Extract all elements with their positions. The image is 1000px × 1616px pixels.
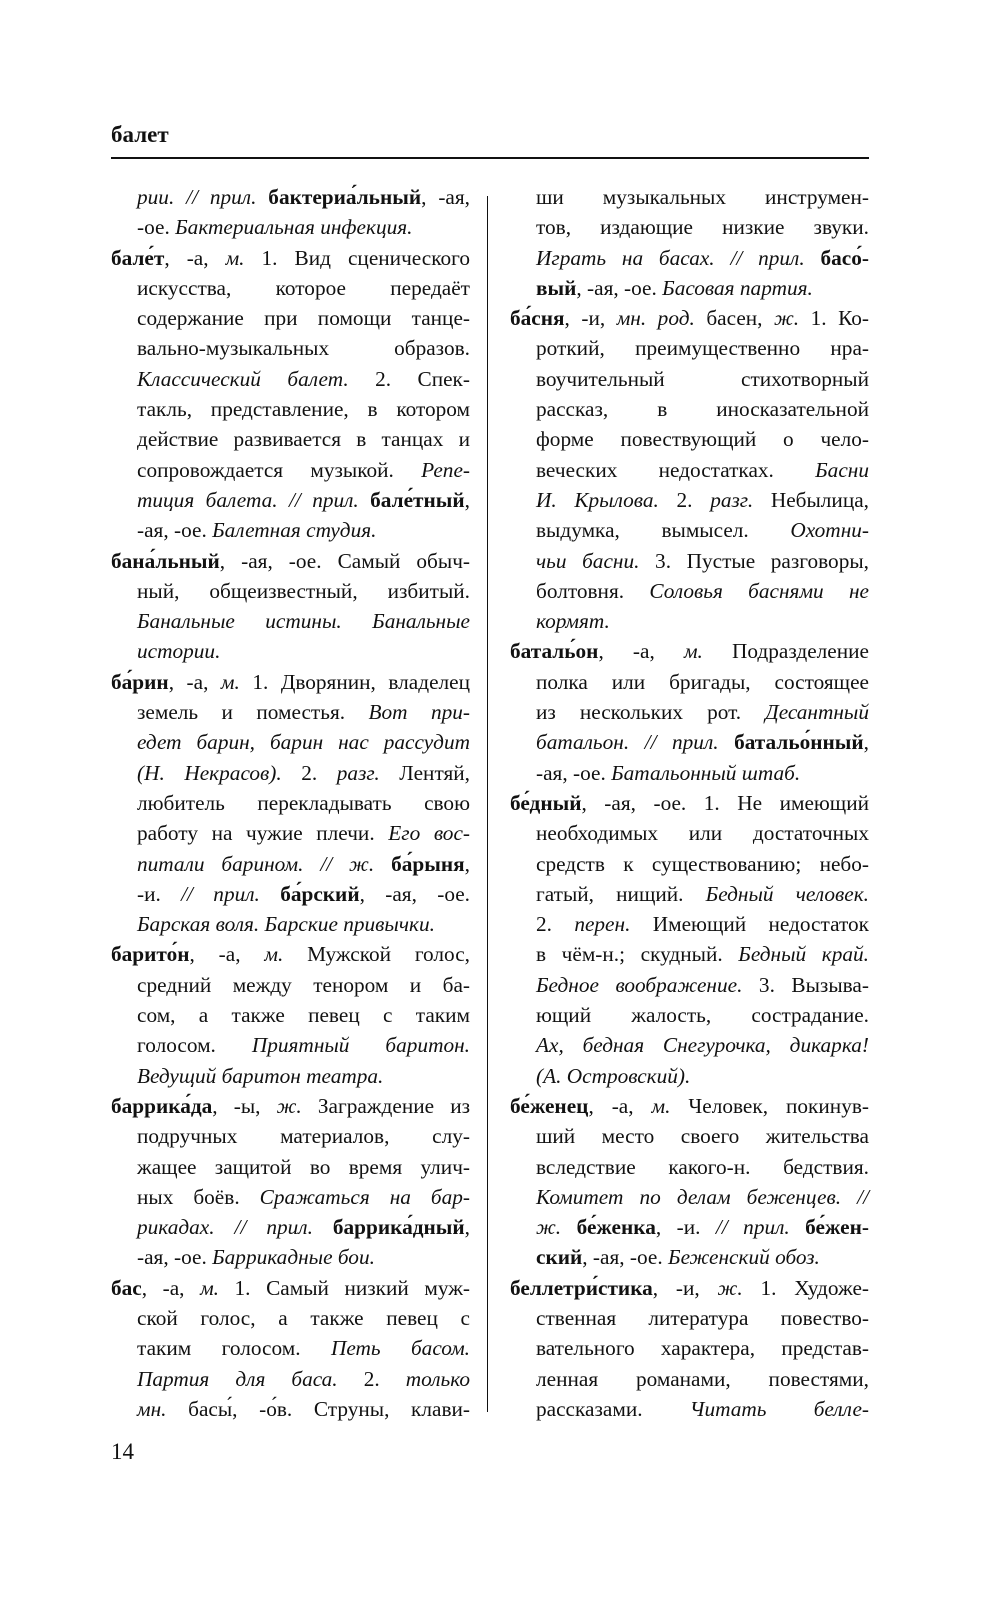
italic-text: тиция балета. // прил. xyxy=(137,487,371,512)
italic-text: Бедный человек. xyxy=(705,881,869,906)
text-line xyxy=(111,1212,470,1242)
text-run: Небылица, xyxy=(753,487,870,512)
text-run: болтовня. xyxy=(536,578,650,603)
text-run: такль, представление, в котором xyxy=(137,397,470,422)
headword: ба́рин xyxy=(111,669,169,694)
text-run: 2. xyxy=(658,487,711,512)
text-run: 3. Пустые разговоры, xyxy=(639,548,869,573)
text-run: -ая, -ое. xyxy=(536,760,612,785)
text-line xyxy=(510,394,869,424)
text-line xyxy=(111,424,470,454)
headword: баталь́он xyxy=(510,639,599,664)
text-line xyxy=(111,879,470,909)
italic-text: только xyxy=(405,1366,471,1391)
headword: беллетри́стика xyxy=(510,1275,653,1300)
italic-text: Бактериальная инфекция. xyxy=(175,215,413,240)
text-run: басы́, -о́в. Струны, клави- xyxy=(166,1396,470,1421)
italic-text: кормят. xyxy=(536,609,610,634)
italic-text: Репе- xyxy=(421,457,470,482)
text-line xyxy=(111,212,470,242)
text-run: Подразделение xyxy=(702,639,870,664)
italic-text: м. xyxy=(200,1275,219,1300)
italic-text: Соловья баснями не xyxy=(649,578,869,603)
text-line xyxy=(111,818,470,848)
running-head: балет xyxy=(111,122,169,147)
text-line xyxy=(510,879,869,909)
text-run: Мужской голос, xyxy=(283,942,471,967)
text-run: веческих недостатках. xyxy=(536,457,816,482)
text-run: ший место своего жительства xyxy=(536,1124,869,1149)
text-line xyxy=(111,1273,470,1303)
text-line xyxy=(111,697,470,727)
text-run: 3. Вызыва- xyxy=(742,972,869,997)
text-line xyxy=(111,849,470,879)
text-line xyxy=(510,1000,869,1030)
headword: бе́женец xyxy=(510,1093,589,1118)
right-column xyxy=(510,182,869,1424)
italic-text: м. xyxy=(220,669,240,694)
text-run: , xyxy=(464,487,470,512)
headword: бале́т xyxy=(111,245,165,270)
text-run: 2. xyxy=(281,760,337,785)
text-run: 1. Дворянин, владелец xyxy=(239,669,470,694)
text-line xyxy=(111,970,470,1000)
italic-text: перен. xyxy=(574,912,631,937)
text-line xyxy=(510,364,869,394)
italic-text: м. xyxy=(683,639,703,664)
text-line xyxy=(510,758,869,788)
text-line xyxy=(111,1121,470,1151)
headword: баррика́да xyxy=(111,1093,213,1118)
italic-text: ж. xyxy=(717,1275,743,1300)
text-line xyxy=(111,394,470,424)
italic-text: рии. // прил. xyxy=(137,185,269,209)
text-run: , -ая, -ое. xyxy=(576,275,663,300)
text-run: в чём-н.; скудный. xyxy=(536,942,739,967)
text-run: средний между тенором и ба- xyxy=(137,972,470,997)
text-run: , xyxy=(464,851,470,876)
text-line xyxy=(510,1394,869,1424)
text-run: голосом. xyxy=(137,1033,252,1058)
headword: ский xyxy=(536,1245,583,1270)
text-line xyxy=(510,333,869,363)
italic-text: Приятный баритон. xyxy=(251,1033,470,1058)
text-line xyxy=(510,1273,869,1303)
text-line xyxy=(510,849,869,879)
header-rule xyxy=(111,157,869,159)
italic-text: Беженский обоз. xyxy=(668,1245,820,1270)
text-run: , -ы, xyxy=(212,1093,277,1118)
text-run: искусства, которое передаёт xyxy=(137,275,470,300)
italic-text: Басовая партия. xyxy=(662,275,813,300)
text-line xyxy=(510,546,869,576)
headword: бана́льный xyxy=(111,548,220,573)
text-run: действие развивается в танцах и xyxy=(137,427,470,452)
text-line xyxy=(510,1242,869,1272)
headword: ба́рский xyxy=(280,881,360,906)
italic-text: ж. xyxy=(774,306,800,331)
text-run: , -и, xyxy=(564,306,617,331)
italic-text: Охотни- xyxy=(790,518,869,543)
text-line xyxy=(111,1364,470,1394)
text-run: роткий, преимущественно нра- xyxy=(536,336,869,361)
text-run: 1. Самый низкий муж- xyxy=(218,1275,471,1300)
text-run: Лентяй, xyxy=(379,760,470,785)
text-run: содержание при помощи танце- xyxy=(137,306,470,331)
text-line xyxy=(510,212,869,242)
text-run: -ая, -ое. xyxy=(137,518,213,543)
italic-text: Басни xyxy=(815,457,869,482)
headword: вый xyxy=(536,275,577,300)
text-run: , -а, xyxy=(141,1275,201,1300)
text-run: сом, а также певец с таким xyxy=(137,1003,470,1028)
italic-text: Банальные истины. Банальные xyxy=(137,609,470,634)
text-run: рассказами. xyxy=(536,1396,690,1421)
headword: басо́- xyxy=(820,245,869,270)
headword: баррика́дный xyxy=(332,1215,465,1240)
text-line xyxy=(111,1303,470,1333)
italic-text: Бедный край. xyxy=(738,942,870,967)
text-run: , xyxy=(464,1215,470,1240)
text-run: 1. Ко- xyxy=(799,306,870,331)
italic-text: м. xyxy=(651,1093,671,1118)
text-line xyxy=(510,667,869,697)
text-run: рассказ, в иносказательной xyxy=(536,397,869,422)
text-run: ных боёв. xyxy=(137,1184,260,1209)
text-line xyxy=(510,243,869,273)
text-line xyxy=(510,273,869,303)
italic-text: мн. род. xyxy=(616,306,695,331)
text-run: басен, xyxy=(694,306,774,331)
text-run: ющий жалость, сострадание. xyxy=(536,1003,869,1028)
headword: ба́сня xyxy=(510,306,565,331)
headword: бе́жен- xyxy=(805,1215,869,1240)
text-run: Заграждение из xyxy=(301,1093,471,1118)
text-line xyxy=(111,606,470,636)
headword: бе́дный xyxy=(510,790,582,815)
text-line xyxy=(111,303,470,333)
text-run: таким голосом. xyxy=(137,1336,331,1361)
text-line xyxy=(111,758,470,788)
text-line xyxy=(111,364,470,394)
text-run: , xyxy=(863,730,869,755)
text-run: сопровождается музыкой. xyxy=(137,457,422,482)
text-run: средств к существованию; небо- xyxy=(536,851,869,876)
text-run: 2. xyxy=(536,912,575,937)
text-run: земель и поместья. xyxy=(137,700,369,725)
text-run: жащее защитой во время улич- xyxy=(137,1154,470,1179)
text-run: ши музыкальных инструмен- xyxy=(536,185,869,209)
text-run: вследствие какого-н. бедствия. xyxy=(536,1154,869,1179)
text-run: любитель перекладывать свою xyxy=(137,790,470,815)
text-run: , -и. xyxy=(655,1215,716,1240)
italic-text: Барская воля. Барские привычки. xyxy=(137,912,435,937)
text-line xyxy=(510,485,869,515)
italic-text: ж. xyxy=(536,1215,577,1240)
italic-text: Сражаться на бар- xyxy=(259,1184,470,1209)
text-line xyxy=(510,182,869,212)
text-line xyxy=(510,909,869,939)
text-run: ленная романами, повестями, xyxy=(536,1366,869,1391)
headword: барито́н xyxy=(111,942,190,967)
text-run: ской голос, а также певец с xyxy=(137,1305,470,1330)
italic-text: Партия для баса. xyxy=(137,1366,338,1391)
text-line xyxy=(510,788,869,818)
text-run: , -ая, -ое. Самый обыч- xyxy=(219,548,470,573)
text-run: вательного характера, представ- xyxy=(536,1336,869,1361)
italic-text: Петь басом. xyxy=(330,1336,471,1361)
text-run: , -а, xyxy=(168,669,221,694)
italic-text: Бедное воображение. xyxy=(536,972,743,997)
headword: ба́рыня xyxy=(391,851,465,876)
text-line xyxy=(111,1333,470,1363)
text-line xyxy=(510,576,869,606)
text-run: -ое. xyxy=(137,215,176,240)
text-run: подручных материалов, слу- xyxy=(137,1124,470,1149)
text-line xyxy=(510,970,869,1000)
text-line xyxy=(111,1152,470,1182)
text-line xyxy=(510,939,869,969)
italic-text: м. xyxy=(264,942,284,967)
italic-text: едет барин, барин нас рассудит xyxy=(137,730,470,755)
text-run: , -а, xyxy=(588,1093,652,1118)
italic-text: (Н. Некрасов). xyxy=(137,760,282,785)
text-line xyxy=(111,546,470,576)
italic-text: Вот при- xyxy=(368,700,470,725)
text-run: , -и, xyxy=(652,1275,718,1300)
text-run: , -ая, -ое. xyxy=(582,1245,669,1270)
text-run: -ая, -ое. xyxy=(137,1245,213,1270)
italic-text: ж. xyxy=(276,1093,302,1118)
text-run: работу на чужие плечи. xyxy=(137,821,389,846)
italic-text: // прил. xyxy=(715,1215,806,1240)
headword: бас xyxy=(111,1275,142,1300)
italic-text: Баррикадные бои. xyxy=(212,1245,375,1270)
text-run: Имеющий недостаток xyxy=(630,912,870,937)
text-run: тов, издающие низкие звуки. xyxy=(536,215,869,240)
text-line xyxy=(111,1242,470,1272)
text-run: , -ая, xyxy=(421,185,470,209)
italic-text: Играть на басах. // прил. xyxy=(536,245,821,270)
headword: бактериа́льный xyxy=(268,185,422,209)
italic-text: питали барином. // ж. xyxy=(137,851,392,876)
text-run: форме повествующий о чело- xyxy=(536,427,869,452)
text-line xyxy=(510,1182,869,1212)
text-line xyxy=(510,1061,869,1091)
left-column xyxy=(111,182,470,1424)
headword: бале́тный xyxy=(370,487,465,512)
text-line xyxy=(111,1061,470,1091)
text-run: Человек, покинув- xyxy=(670,1093,869,1118)
text-line xyxy=(111,455,470,485)
text-line xyxy=(111,1030,470,1060)
text-run: выдумка, вымысел. xyxy=(536,518,791,543)
text-line xyxy=(510,818,869,848)
italic-text: Десантный xyxy=(765,700,869,725)
text-line xyxy=(111,727,470,757)
text-run: необходимых или достаточных xyxy=(536,821,869,846)
text-line xyxy=(510,1152,869,1182)
text-run: из нескольких рот. xyxy=(536,700,766,725)
text-run: ственная литература повество- xyxy=(536,1305,869,1330)
text-line xyxy=(111,1091,470,1121)
text-line xyxy=(111,243,470,273)
text-run: вально-музыкальных образов. xyxy=(137,336,470,361)
text-line xyxy=(510,1303,869,1333)
italic-text: рикадах. // прил. xyxy=(137,1215,333,1240)
italic-text: // прил. xyxy=(181,881,281,906)
headword: батальо́нный xyxy=(734,730,864,755)
text-line xyxy=(111,273,470,303)
text-line xyxy=(510,424,869,454)
text-line xyxy=(510,1030,869,1060)
italic-text: Ах, бедная Снегурочка, дикарка! xyxy=(536,1033,869,1058)
italic-text: разг. xyxy=(710,487,754,512)
italic-text: мн. xyxy=(137,1396,167,1421)
text-line xyxy=(111,788,470,818)
text-run: , -ая, -ое. 1. Не имеющий xyxy=(581,790,869,815)
text-run: полка или бригады, состоящее xyxy=(536,669,869,694)
headword: бе́женка xyxy=(576,1215,656,1240)
text-run: , -а, xyxy=(189,942,265,967)
text-run: 1. Вид сценического xyxy=(244,245,470,270)
text-line xyxy=(111,182,470,212)
text-line xyxy=(510,515,869,545)
text-line xyxy=(510,697,869,727)
text-run: , -ая, -ое. xyxy=(359,881,471,906)
text-line xyxy=(510,1212,869,1242)
text-run: , -а, xyxy=(598,639,684,664)
italic-text: (А. Островский). xyxy=(536,1063,691,1088)
text-run: воучительный стихотворный xyxy=(536,366,869,391)
text-line xyxy=(111,636,470,666)
text-line xyxy=(510,1091,869,1121)
text-line xyxy=(510,1333,869,1363)
text-line xyxy=(111,333,470,363)
italic-text: разг. xyxy=(336,760,380,785)
italic-text: м. xyxy=(225,245,245,270)
text-run: 2. Спек- xyxy=(348,366,470,391)
italic-text: И. Крылова. xyxy=(536,487,659,512)
text-run: гатый, нищий. xyxy=(536,881,706,906)
page-number: 14 xyxy=(111,1439,134,1464)
text-line xyxy=(510,455,869,485)
text-line xyxy=(510,636,869,666)
text-line xyxy=(510,1364,869,1394)
italic-text: Ведущий баритон театра. xyxy=(137,1063,384,1088)
text-line xyxy=(111,909,470,939)
italic-text: истории. xyxy=(137,639,221,664)
text-line xyxy=(111,667,470,697)
text-run: -и. xyxy=(137,881,182,906)
italic-text: Батальонный штаб. xyxy=(611,760,801,785)
text-run: 1. Художе- xyxy=(742,1275,869,1300)
text-line xyxy=(111,485,470,515)
italic-text: Его вос- xyxy=(388,821,470,846)
column-divider xyxy=(487,196,488,1412)
text-line xyxy=(111,1000,470,1030)
text-line xyxy=(111,515,470,545)
text-line xyxy=(510,606,869,636)
text-line xyxy=(111,1182,470,1212)
italic-text: Балетная студия. xyxy=(212,518,377,543)
text-line xyxy=(111,576,470,606)
text-run: 2. xyxy=(337,1366,406,1391)
italic-text: чьи басни. xyxy=(536,548,640,573)
italic-text: Классический балет. xyxy=(137,366,349,391)
text-run: ный, общеизвестный, избитый. xyxy=(137,578,470,603)
text-line xyxy=(111,939,470,969)
text-line xyxy=(111,1394,470,1424)
italic-text: батальон. // прил. xyxy=(536,730,735,755)
italic-text: Читать белле- xyxy=(689,1396,869,1421)
text-run: , -а, xyxy=(164,245,226,270)
text-line xyxy=(510,727,869,757)
text-line xyxy=(510,303,869,333)
italic-text: Комитет по делам беженцев. // xyxy=(536,1184,869,1209)
text-line xyxy=(510,1121,869,1151)
